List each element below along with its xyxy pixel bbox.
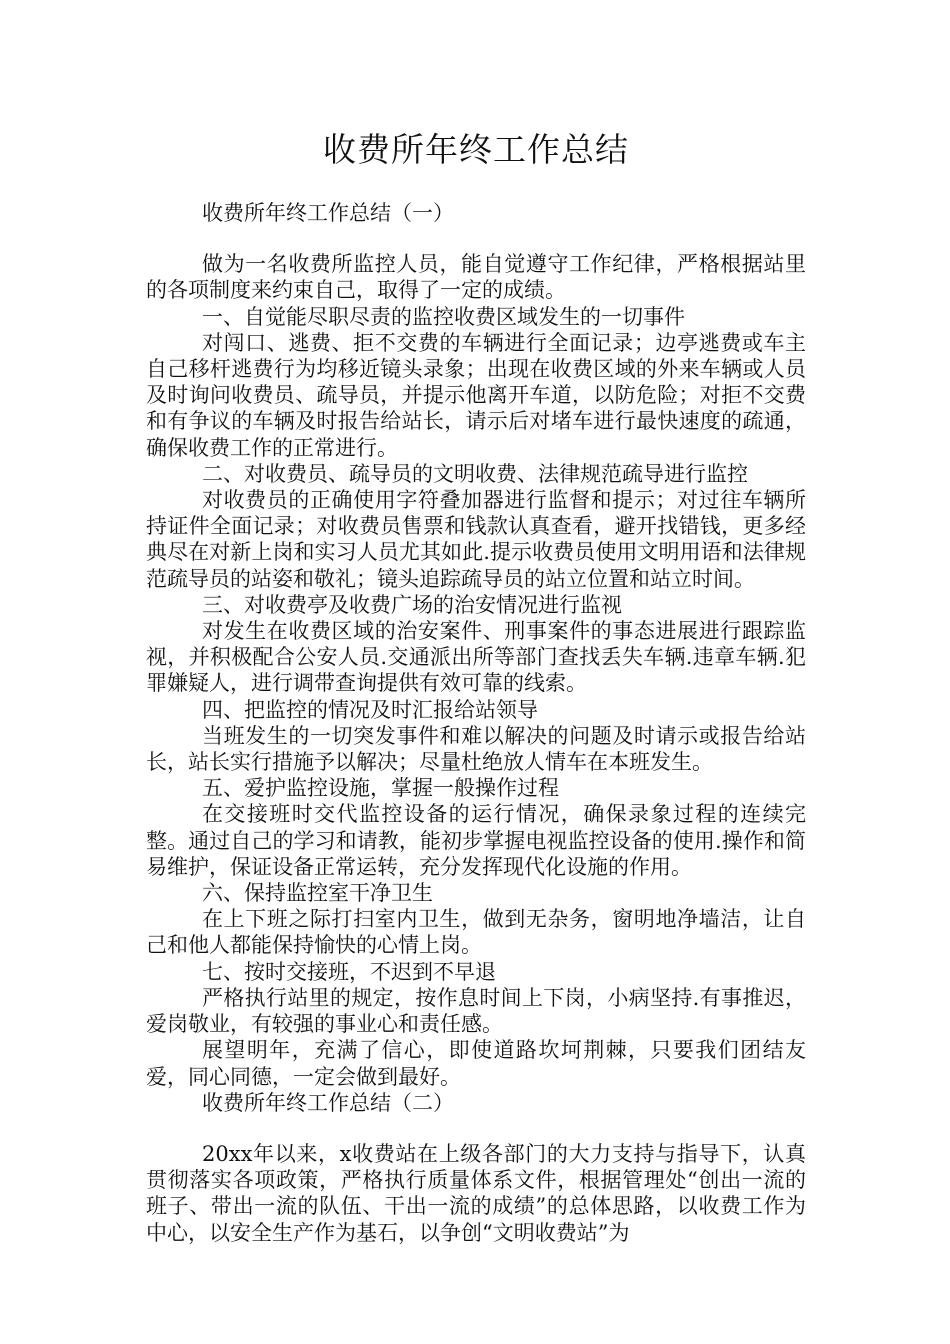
paragraph: 20xx年以来，x收费站在上级各部门的大力支持与指导下，认真贯彻落实各项政策，严格执行质量体系文件，根据管理处“创出一流的班子、带出一流的队伍、干出一流的成绩”的总体思路，以收费工作为中心，以安全生产作为基石，以争创“文明收费站”为 <box>146 1141 806 1245</box>
paragraph: 在交接班时交代监控设备的运行情况，确保录象过程的连续完整。通过自己的学习和请教，能初步掌握电视监控设备的使用.操作和简易维护，保证设备正常运转，充分发挥现代化设施的作用。 <box>146 802 806 879</box>
heading-item-1: 一、自觉能尽职尽责的监控收费区域发生的一切事件 <box>202 304 685 329</box>
heading-item-4: 四、把监控的情况及时汇报给站领导 <box>202 697 538 722</box>
paragraph: 展望明年，充满了信心，即使道路坎坷荆棘，只要我们团结友爱，同心同德，一定会做到最好。 <box>146 1038 806 1089</box>
paragraph: 在上下班之际打扫室内卫生，做到无杂务，窗明地净墙洁，让自己和他人都能保持愉快的心情上岗。 <box>146 907 806 958</box>
heading-item-3: 三、对收费亭及收费广场的治安情况进行监视 <box>202 592 622 617</box>
section-subtitle-1: 收费所年终工作总结（一） <box>202 201 454 225</box>
paragraph: 严格执行站里的规定，按作息时间上下岗，小病坚持.有事推迟，爱岗敬业，有较强的事业心和责任感。 <box>146 985 806 1037</box>
document-page <box>146 128 806 1246</box>
paragraph: 当班发生的一切突发事件和难以解决的问题及时请示或报告给站长，站长实行措施予以解决；尽量杜绝放人情车在本班发生。 <box>146 723 806 775</box>
section-2-body <box>146 1141 806 1246</box>
paragraph: 做为一名收费所监控人员，能自觉遵守工作纪律，严格根据站里的各项制度来约束自己，取得了一定的成绩。 <box>146 252 806 303</box>
document-title: 收费所年终工作总结 <box>323 130 629 169</box>
heading-item-5: 五、爱护监控设施，掌握一般操作过程 <box>202 776 559 801</box>
heading-item-2: 二、对收费员、疏导员的文明收费、法律规范疏导进行监控 <box>202 461 748 486</box>
paragraph: 对闯口、逃费、拒不交费的车辆进行全面记录；边亭逃费或车主自己移杆逃费行为均移近镜头录象；出现在收费区域的外来车辆或人员及时询问收费员、疏导员，并提示他离开车道，以防危险；对拒不交费和有争议的车辆及时报告给站长，请示后对堵车进行最快速度的疏通，确保收费工作的正常进行。 <box>146 330 806 460</box>
paragraph: 对收费员的正确使用字符叠加器进行监督和提示；对过往车辆所持证件全面记录；对收费员售票和钱款认真查看，避开找错钱，更多经典尽在对新上岗和实习人员尤其如此.提示收费员使用文明用语和法律规范疏导员的站姿和敬礼；镜头追踪疏导员的站立位置和站立时间。 <box>146 488 806 591</box>
section-subtitle-2: 收费所年终工作总结（二） <box>202 1090 454 1115</box>
paragraph: 对发生在收费区域的治安案件、刑事案件的事态进展进行跟踪监视，并积极配合公安人员.交通派出所等部门查找丢失车辆.违章车辆.犯罪嫌疑人，进行调带查询提供有效可靠的线索。 <box>146 619 806 696</box>
heading-item-7: 七、按时交接班，不迟到不早退 <box>202 959 496 984</box>
section-1-body <box>146 251 806 1090</box>
heading-item-6: 六、保持监控室干净卫生 <box>202 881 433 906</box>
